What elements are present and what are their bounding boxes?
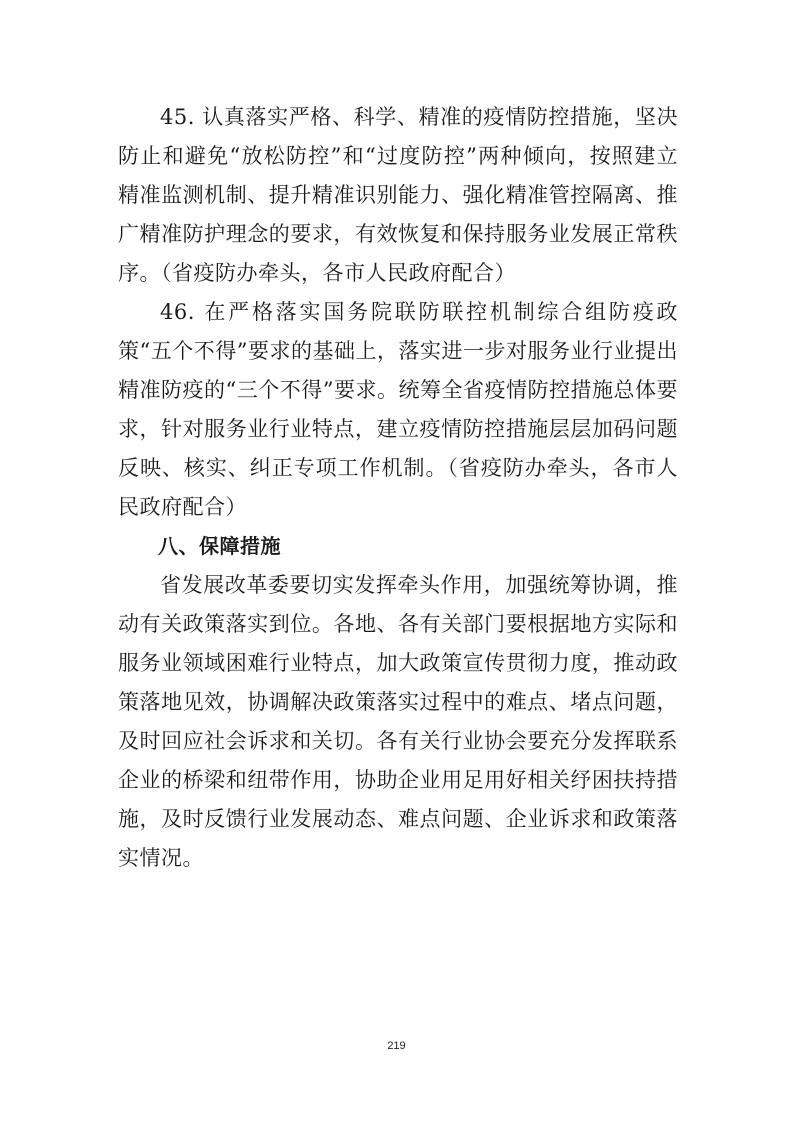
section-paragraph: 省发展改革委要切实发挥牵头作用，加强统筹协调，推动有关政策落实到位。各地、各有关部门要根据地方实际和服务业领域困难行业特点，加大政策宣传贯彻力度，推动政策落地见效，协调解决政策落实过程中的难点、堵点问题，及时回应社会诉求和关切。各有关行业协会要充分发挥联系企业的桥梁和纽带作用，协助企业用足用好相关纾困扶持措施，及时反馈行业发展动态、难点问题、企业诉求和政策落实情况。: [118, 573, 678, 870]
page-body: [118, 98, 678, 878]
paragraph-item-46: 46. 在严格落实国务院联防联控机制综合组防疫政策“五个不得”要求的基础上，落实进一步对服务业行业提出精准防疫的“三个不得”要求。统筹全省疫情防控措施总体要求，针对服务业行业特点，建立疫情防控措施层层加码问题反映、核实、纠正专项工作机制。（省疫防办牵头，各市人民政府配合）: [118, 300, 678, 519]
page-number: 219: [387, 1040, 406, 1052]
section-heading: 八、保障措施: [158, 534, 281, 558]
paragraph-item-45: 45. 认真落实严格、科学、精准的疫情防控措施，坚决防止和避免“放松防控”和“过度防控”两种倾向，按照建立精准监测机制、提升精准识别能力、强化精准管控隔离、推广精准防护理念的要求，有效恢复和保持服务业发展正常秩序。（省疫防办牵头，各市人民政府配合）: [118, 105, 678, 285]
